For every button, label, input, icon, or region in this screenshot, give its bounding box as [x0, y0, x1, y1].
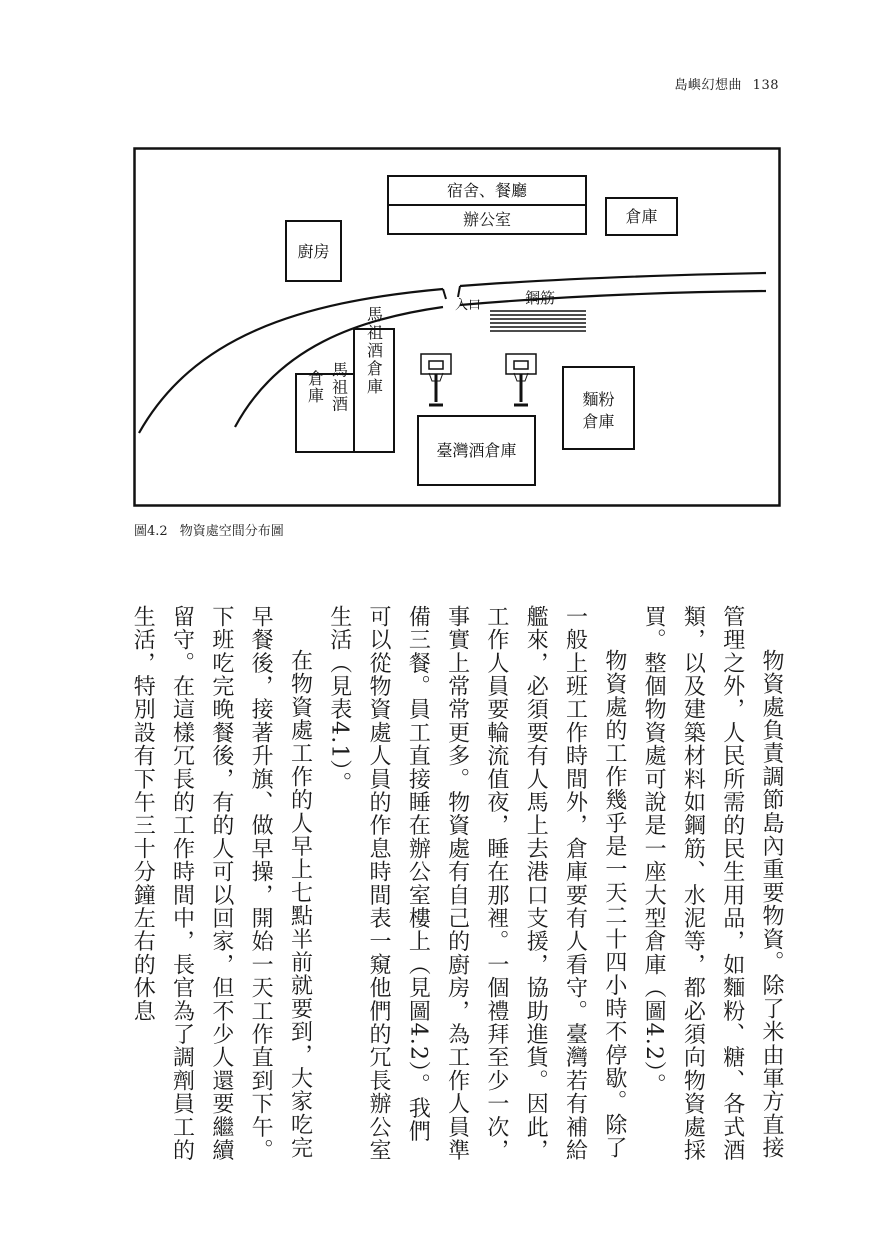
caption-text: 物資處空間分布圖: [179, 524, 284, 539]
body-text-vertical: [130, 605, 791, 1165]
entrance-label: 入口: [454, 298, 482, 313]
rebar-label: 鋼筋: [524, 289, 556, 307]
page-number: 138: [752, 78, 779, 93]
flour-warehouse: [563, 367, 634, 449]
matsu-warehouse-tall: [354, 306, 394, 452]
paragraph-2: 物資處的工作幾乎是一天二十四小時不停歇。除了一般上班工作時間外，倉庫要有人看守。臺灣若有補給艦來，必須要有人馬上去港口支援，協助進貨。因此，工作人員要輪流值夜，睡在那裡。一個禮拜至少一次，事實上常常更多。物資處有自己的廚房，為工作人員準備三餐。員工直接睡在辦公室樓上（見圖4.2）。我們可以從物資處人員的作息時間表一窺他們的冗長辦公室生活（見表4.1）。: [326, 605, 627, 1162]
paragraph-1: 物資處負責調節島內重要物資。除了米由軍方直接管理之外，人民所需的民生用品，如麵粉、糖、各式酒類，以及建築材料如鋼筋、水泥等，都必須向物資處採買。整個物資處可說是一座大型倉庫（圖4.2）。: [641, 605, 784, 1162]
caption-number: 圖4.2: [134, 524, 168, 539]
matsu-warehouse-small-label-a: 馬祖酒: [329, 361, 349, 413]
basketball-hoop-left: [421, 354, 451, 405]
road-curves: [139, 273, 766, 433]
space-layout-map: [133, 147, 781, 507]
paragraph-3: 在物資處工作的人早上七點半前就要到，大家吃完早餐後，接著升旗、做早操，開始一天工作直到下午。下班吃完晚餐後，有的人可以回家，但不少人還要繼續留守。在這樣冗長的工作時間中，長官為了調劑員工的生活，特別設有下午三十分鐘左右的休息: [130, 605, 313, 1162]
figure-caption: [134, 520, 284, 539]
taiwan-warehouse-label: 臺灣酒倉庫: [436, 441, 517, 460]
matsu-warehouse-small-label-b: 倉庫: [305, 370, 325, 404]
taiwan-warehouse: [418, 416, 535, 485]
flour-label-line1: 麵粉: [582, 390, 615, 409]
dorm-office-building: [388, 176, 586, 234]
kitchen-building: [286, 221, 341, 281]
header-title: 島嶼幻想曲: [674, 78, 743, 93]
rebar-stack: [490, 311, 586, 331]
matsu-warehouse-small: [296, 362, 354, 453]
warehouse-label: 倉庫: [625, 207, 658, 226]
kitchen-label: 廚房: [297, 242, 330, 261]
warehouse-top-right: [606, 198, 677, 235]
dorm-label: 宿舍、餐廳: [446, 181, 528, 200]
basketball-hoop-right: [506, 354, 536, 405]
flour-label-line2: 倉庫: [582, 412, 615, 431]
office-label: 辦公室: [462, 210, 512, 229]
matsu-warehouse-label: 馬祖酒倉庫: [364, 306, 384, 396]
running-header: [669, 74, 779, 93]
